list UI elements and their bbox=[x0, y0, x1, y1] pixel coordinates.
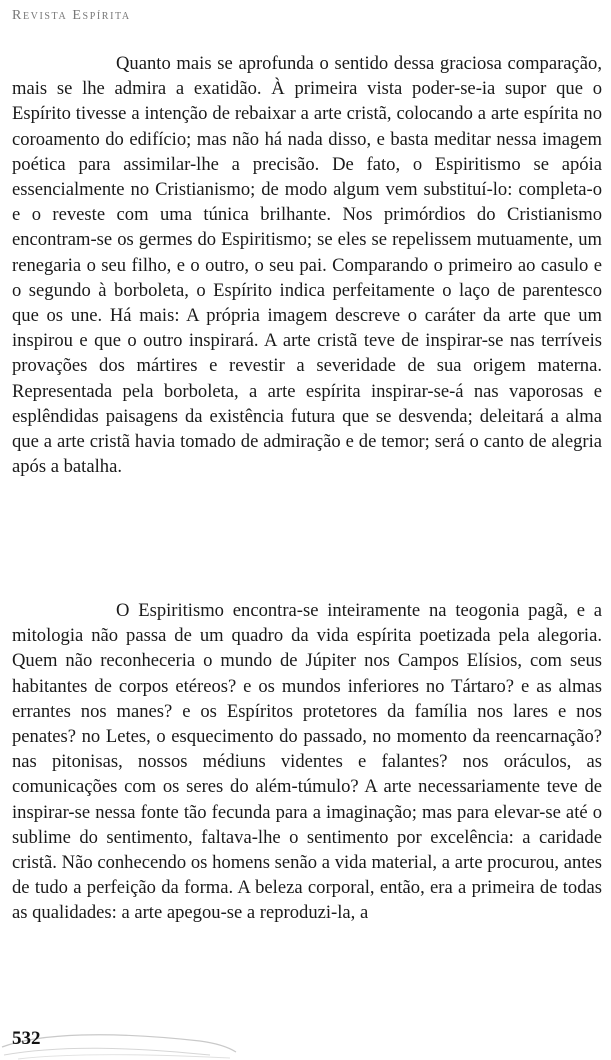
page-number: 532 bbox=[12, 1028, 41, 1049]
paragraph-2 bbox=[12, 598, 602, 926]
paragraph-2-text: O Espiritismo encontra-se inteiramente na teogonia pagã, e a mitologia não passa de um quadro da vida espírita poetizada pela alegoria. Quem não reconheceria o mundo de Júpiter nos Campos Elísios, com seus habitantes de corpos etéreos? e os mundos inferiores no Tártaro? e as almas errantes nos manes? e os Espíritos protetores da família nos lares e nos penates? no Letes, o esquecimento do passado, no momento da reencarnação? nas pitonisas, nossos médiuns videntes e falantes? nos oráculos, as comunicações com os seres do além-túmulo? A arte necessariamente teve de inspirar-se nessa fonte tão fecunda para a imaginação; mas para elevar-se até o sublime do sentimento, faltava-lhe o sentimento por excelência: a caridade cristã. Não conhecendo os homens senão a vida material, a arte procurou, antes de tudo a perfeição da forma. A beleza corporal, então, era a primeira de todas as qualidades: a arte apegou-se a reproduzi-la, a bbox=[12, 600, 602, 924]
paragraph-1 bbox=[12, 51, 602, 479]
running-header: Revista Espírita bbox=[12, 8, 131, 23]
paragraph-1-text: Quanto mais se aprofunda o sentido dessa graciosa comparação, mais se lhe admira a exatidão. À primeira vista poder-se-ia supor que o Espírito tivesse a intenção de rebaixar a arte cristã, colocando a arte espírita no coroamento do edifício; mas não há nada disso, e basta meditar nessa imagem poética para assimilar-lhe a precisão. De fato, o Espiritismo se apóia essencialmente no Cristianismo; de modo algum vem substituí-lo: completa-o e o reveste com uma túnica brilhante. Nos primórdios do Cristianismo encontram-se os germes do Espiritismo; se eles se repelissem mutuamente, um renegaria o seu filho, e o outro, o seu pai. Comparando o primeiro ao casulo e o segundo à borboleta, o Espírito indica perfeitamente o laço de parentesco que os une. Há mais: A própria imagem descreve o caráter da arte que um inspirou e que o outro inspirará. A arte cristã teve de inspirar-se nas terríveis provações dos mártires e revestir a severidade de sua origem materna. Representada pela borboleta, a arte espírita inspirar-se-á nas vaporosas e esplêndidas paisagens da existência futura que se desvenda; deleitará a alma que a arte cristã havia tomado de admiração e de temor; será o canto de alegria após a batalha. bbox=[12, 53, 602, 478]
